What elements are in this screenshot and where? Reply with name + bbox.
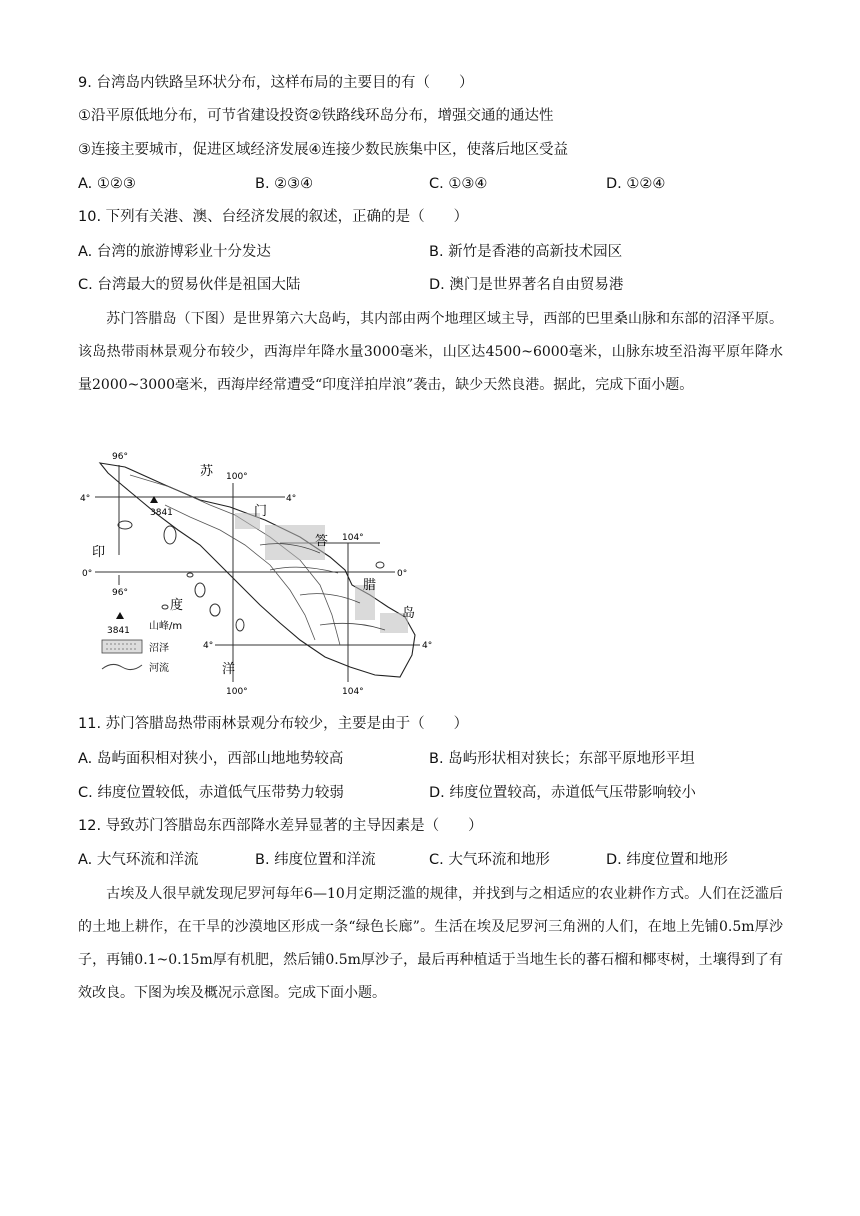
q9-stem: 9. 台湾岛内铁路呈环状分布，这样布局的主要目的有（ ） xyxy=(78,75,474,91)
q12-stem: 12. 导致苏门答腊岛东西部降水差异显著的主导因素是（ ） xyxy=(78,818,483,834)
q12-option-c: C. 大气环流和地形 xyxy=(429,852,550,868)
island-char-3: 答 xyxy=(315,534,329,549)
q11-option-a: A. 岛屿面积相对狭小，西部山地地势较高 xyxy=(78,751,344,767)
q9-option-a: A. ①②③ xyxy=(78,176,136,192)
legend-river-label: 河流 xyxy=(149,663,169,674)
label-lon-96-top: 96° xyxy=(112,452,128,462)
island-char-5: 岛 xyxy=(402,606,416,621)
q10-stem: 10. 下列有关港、澳、台经济发展的叙述，正确的是（ ） xyxy=(78,209,469,225)
q9-statement-line-2: ③连接主要城市，促进区域经济发展④连接少数民族集中区，使落后地区受益 xyxy=(78,142,568,158)
island-char-1: 苏 xyxy=(200,464,214,479)
island-char-4: 腊 xyxy=(363,578,377,593)
q9-statement-line-1: ①沿平原低地分布，可节省建设投资②铁路线环岛分布，增强交通的通达性 xyxy=(78,108,554,124)
legend-river-icon xyxy=(102,664,142,669)
island-char-2: 门 xyxy=(254,504,268,519)
legend-peak-value: 3841 xyxy=(107,626,130,636)
label-lat-4n-right: 4° xyxy=(286,494,297,504)
q9-option-c: C. ①③④ xyxy=(429,176,488,192)
q11-option-d: D. 纬度位置较高，赤道低气压带影响较小 xyxy=(429,785,696,801)
ocean-char-3: 洋 xyxy=(222,662,236,677)
label-lon-104-top: 104° xyxy=(342,533,364,543)
q11-option-c: C. 纬度位置较低，赤道低气压带势力较弱 xyxy=(78,785,344,801)
label-lat-0-right: 0° xyxy=(397,569,408,579)
egypt-passage xyxy=(78,878,783,1010)
sumatra-passage xyxy=(78,303,783,402)
q12-option-b: B. 纬度位置和洋流 xyxy=(255,852,376,868)
label-lat-4s-left: 4° xyxy=(203,641,214,651)
ocean-char-2: 度 xyxy=(170,598,184,613)
egypt-passage-text: 古埃及人很早就发现尼罗河每年6—10月定期泛滥的规律，并找到与之相适应的农业耕作方式。人们在泛滥后的土地上耕作，在干旱的沙漠地区形成一条“绿色长廊”。生活在埃及尼罗河三角洲的人们，在地上先铺0.5m厚沙子，再铺0.1~0.15m厚有机肥，然后铺0.5m厚沙子，最后再种植适于当地生长的蕃石榴和椰枣树，土壤得到了有效改良。下图为埃及概况示意图。完成下面小题。 xyxy=(78,886,783,1001)
label-lat-4s-right: 4° xyxy=(422,641,433,651)
ocean-char-1: 印 xyxy=(92,545,106,560)
q10-option-b: B. 新竹是香港的高新技术园区 xyxy=(429,244,623,260)
label-lon-100-top: 100° xyxy=(226,472,248,482)
label-lon-104-bottom: 104° xyxy=(342,687,364,697)
sumatra-passage-text: 苏门答腊岛（下图）是世界第六大岛屿，其内部由两个地理区域主导，西部的巴里桑山脉和东部的沼泽平原。该岛热带雨林景观分布较少，西海岸年降水量3000毫米，山区达4500~6000毫米，山脉东坡至沿海平原年降水量2000~3000毫米，西海岸经常遭受“印度洋拍岸浪”袭击，缺少天然良港。据此，完成下面小题。 xyxy=(78,311,783,393)
q10-option-d: D. 澳门是世界著名自由贸易港 xyxy=(429,277,624,293)
q9-option-b: B. ②③④ xyxy=(255,176,314,192)
label-lon-100-bottom: 100° xyxy=(226,687,248,697)
legend-peak-icon xyxy=(116,612,124,619)
peak-value: 3841 xyxy=(150,508,173,518)
q12-option-d: D. 纬度位置和地形 xyxy=(606,852,728,868)
q10-option-c: C. 台湾最大的贸易伙伴是祖国大陆 xyxy=(78,277,301,293)
label-lat-0-left: 0° xyxy=(82,569,93,579)
q11-option-b: B. 岛屿形状相对狭长；东部平原地形平坦 xyxy=(429,751,695,767)
sumatra-map xyxy=(70,445,440,700)
legend-swamp-label: 沼泽 xyxy=(149,643,169,654)
legend-peak-label: 山峰/m xyxy=(149,621,183,632)
legend-swamp-icon xyxy=(102,640,142,653)
label-lat-4n-left: 4° xyxy=(80,494,91,504)
q11-stem: 11. 苏门答腊岛热带雨林景观分布较少，主要是由于（ ） xyxy=(78,716,469,732)
q9-option-d: D. ①②④ xyxy=(606,176,666,192)
q12-option-a: A. 大气环流和洋流 xyxy=(78,852,199,868)
label-lon-96-bottom: 96° xyxy=(112,588,128,598)
q10-option-a: A. 台湾的旅游博彩业十分发达 xyxy=(78,244,271,260)
